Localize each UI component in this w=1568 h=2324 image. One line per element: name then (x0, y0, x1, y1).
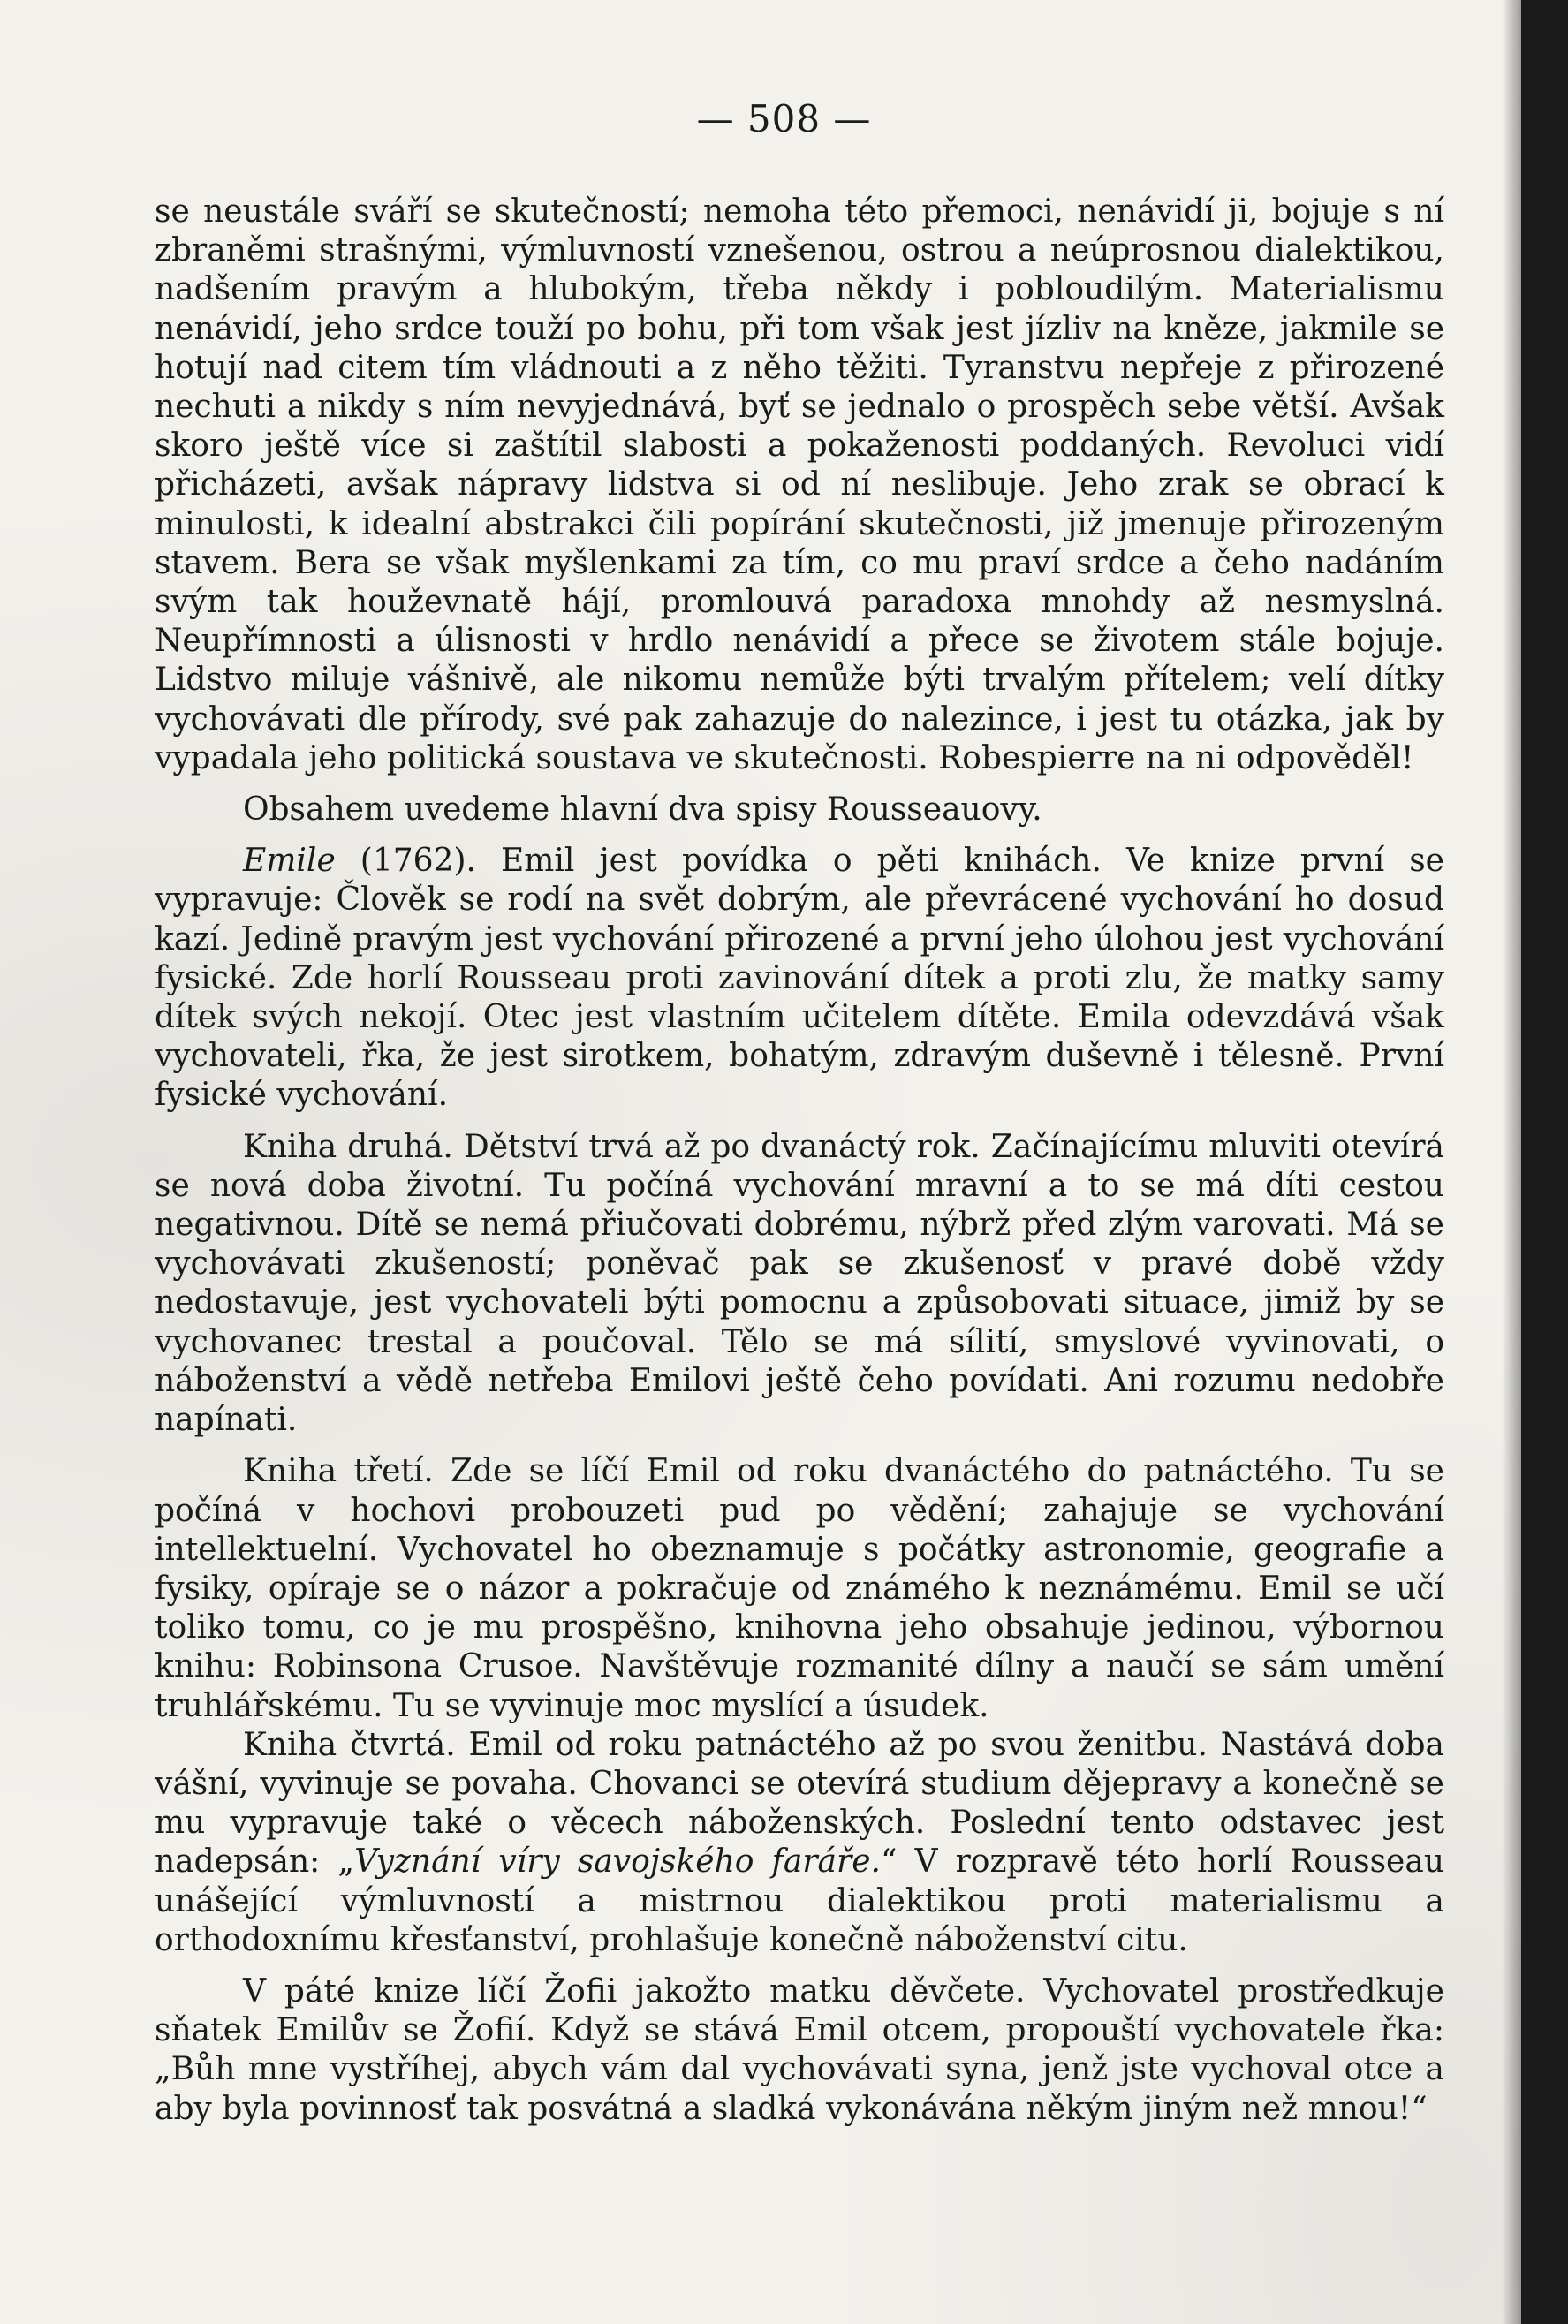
paragraph-book-two: Kniha druhá. Dětství trvá až po dvanáctý rok. Začínajícímu mluviti otevírá se nová doba životní. Tu počíná vychování mravní a to se má díti cestou negativnou. Dítě se nemá přiučovati dobrému, nýbrž před zlým varovati. Má se vychovávati zkušeností; poněvač pak se zkušenosť v pravé době vždy nedostavuje, jest vychovateli býti pomocnu a způsobovati situace, jimiž by se vychovanec trestal a poučoval. Tělo se má sílití, smyslové vyvinovati, o náboženství a vědě netřeba Emilovi ještě čeho povídati. Ani rozumu nedobře napínati. (155, 1128, 1444, 1439)
book-four-title: Vyznání víry savojského faráře. (354, 1843, 881, 1881)
book-four-text-before: Kniha čtvrtá. Emil od roku patnáctého až po svou ženitbu. Nastává doba vášní, vyvinuje se povaha. Chovanci se otevírá studium dějepravy a konečně se mu vypravuje také o věcech náboženských. Poslední tento odstavec jest nadepsán: „ (155, 1726, 1444, 1881)
body-text (155, 193, 1444, 2129)
emile-text: (1762). Emil jest povídka o pěti knihách. Ve knize první se vypravuje: Člověk se rodí na svět dobrým, ale převrácené vychování ho dosud kazí. Jedině pravým jest vychování přirozené a první jeho úlohou jest vychování fysické. Zde horlí Rousseau proti zavinování dítek a proti zlu, že matky samy dítek svých nekojí. Otec jest vlastním učitelem dítěte. Emila odevzdává však vychovateli, řka, že jest sirotkem, bohatým, zdravým duševně i tělesně. První fysické vychování. (155, 843, 1444, 1114)
page-number: — 508 — (696, 97, 872, 140)
paragraph-book-four (155, 1726, 1444, 1960)
paragraph-emile (155, 842, 1444, 1115)
paragraph-book-five: V páté knize líčí Žofii jakožto matku děvčete. Vychovatel prostředkuje sňatek Emilův se Žofií. Když se stává Emil otcem, propouští vychovatele řka: „Bůh mne vystříhej, abych vám dal vychovávati syna, jenž jste vychoval otce a aby byla povinnosť tak posvátná a sladká vykonávána někým jiným než mnou!“ (155, 1972, 1444, 2127)
page-edge-shadow (1502, 0, 1521, 2324)
paragraph-book-three: Kniha třetí. Zde se líčí Emil od roku dvanáctého do patnáctého. Tu se počíná v hochovi probouzeti pud po vědění; zahajuje se vychování intellektuelní. Vychovatel ho obeznamuje s počátky astronomie, geografie a fysiky, opíraje se o názor a pokračuje od známého k neznámému. Emil se učí toliko tomu, co je mu prospěšno, knihovna jeho obsahuje jedinou, výbornou knihu: Robinsona Crusoe. Navštěvuje rozmanité dílny a naučí se sám umění truhlářskému. Tu se vyvinuje moc myslící a úsudek. (155, 1453, 1444, 1724)
paragraph-intro-works: Obsahem uvedeme hlavní dva spisy Rousseauovy. (243, 791, 1042, 829)
emile-title: Emile (243, 843, 336, 880)
paragraph-rousseau-character: se neustále sváří se skutečností; nemoha této přemoci, nenávidí ji, bojuje s ní zbraněmi strašnými, výmluvností vznešenou, ostrou a neúprosnou dialektikou, nadšením pravým a hlubokým, třeba někdy i pobloudilým. Materialismu nenávidí, jeho srdce touží po bohu, při tom však jest jízliv na kněze, jakmile se hotují nad citem tím vládnouti a z něho těžiti. Tyranstvu nepřeje z přirozené nechuti a nikdy s ním nevyjednává, byť se jednalo o prospěch sebe větší. Avšak skoro ještě více si zaštítil slabosti a pokaženosti poddaných. Revoluci vidí přicházeti, avšak nápravy lidstva si od ní neslibuje. Jeho zrak se obrací k minulosti, k idealní abstrakci čili popírání skutečnosti, již jmenuje přirozeným stavem. Bera se však myšlenkami za tím, co mu praví srdce a čeho nadáním svým tak houževnatě hájí, promlouvá paradoxa mnohdy až nesmyslná. Neupřímnosti a úlisnosti v hrdlo nenávidí a přece se životem stále bojuje. Lidstvo miluje vášnivě, ale nikomu nemůže býti trvalým přítelem; velí dítky vychovávati dle přírody, své pak zahazuje do nalezince, i jest tu otázka, jak by vypadala jeho politická soustava ve skutečnosti. Robespierre na ni odpověděl! (155, 193, 1444, 776)
book-four-text-after: “ V rozpravě této horlí Rousseau unášející výmluvností a mistrnou dialektikou proti materialismu a orthodoxnímu křesťanství, prohlašuje konečně náboženství citu. (155, 1843, 1445, 1958)
